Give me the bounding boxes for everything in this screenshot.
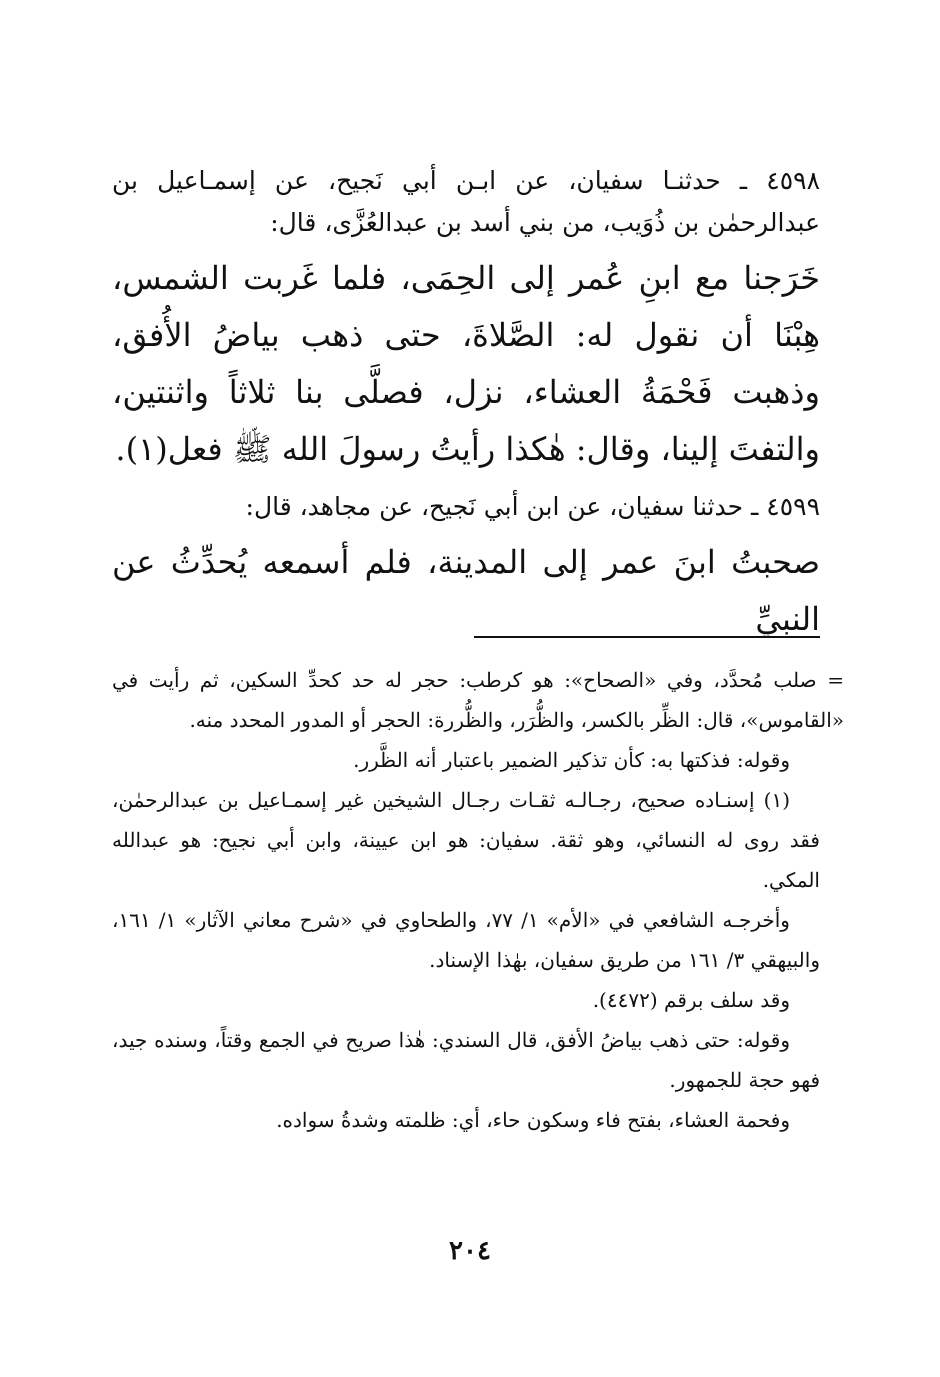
footnote-1-gloss: وفحمة العشاء، بفتح فاء وسكون حاء، أي: ظلمته وشدةُ سواده. [276, 1108, 790, 1132]
hadith-4598-isnad: ٤٥٩٨ ـ حدثنـا سفيان، عن ابـن أبي نَجيح، عن إسمـاعيل بن عبدالرحمٰن بن ذُوَيب، من بني أسد بن عبدالعُزَّى، قال: [112, 166, 820, 237]
footnote-1-cross-reference: وقد سلف برقم (٤٤٧٢). [592, 988, 790, 1012]
footnotes [112, 660, 844, 1140]
page-number: ٢٠٤ [449, 1236, 491, 1266]
footnote-1-takhrij: وأخرجـه الشافعي في «الأم» ١/ ٧٧، والطحاوي في «شرح معاني الآثار» ١/ ١٦١، والبيهقي ٣/ ١٦١ من طريق سفيان، بهٰذا الإسناد. [112, 908, 820, 972]
hadith-4598-matn: خَرَجنا مع ابنِ عُمر إلى الحِمَى، فلما غَربت الشمس، هِبْنَا أن نقول له: الصَّلاةَ، حتى ذهب بياضُ الأُفق، وذهبت فَحْمَةُ العشاء، نزل، فصلَّى بنا ثلاثاً واثنتين، والتفتَ إلينا، وقال: هٰكذا رأيتُ رسولَ الله ﷺ فعل(١). [112, 259, 820, 468]
hadith-4599-matn: صحبتُ ابنَ عمر إلى المدينة، فلم أسمعه يُحدِّثُ عن النبيِّ [112, 543, 820, 638]
footnote-1: (١) إسنـاده صحيح، رجـالـه ثقـات رجـال الشيخين غير إسمـاعيل بن عبدالرحمٰن، فقد روى له النسائي، وهو ثقة. سفيان: هو ابن عيينة، وابن أبي نجيح: هو عبدالله المكي. [112, 788, 820, 892]
footnote-1-sindi: وقوله: حتى ذهب بياضُ الأفق، قال السندي: هٰذا صريح في الجمع وقتاً، وسنده جيد، فهو حجة للجمهور. [112, 1028, 820, 1092]
footnote-continuation-2: وقوله: فذكتها به: كأن تذكير الضمير باعتبار أنه الظَّرر. [353, 748, 790, 772]
footnote-separator [474, 636, 820, 638]
hadith-4599-isnad: ٤٥٩٩ ـ حدثنا سفيان، عن ابن أبي نَجيح، عن مجاهد، قال: [245, 492, 820, 521]
main-text [112, 160, 820, 656]
footnote-continuation: = صلب مُحدَّد، وفي «الصحاح»: هو كرطب: حجر له حد كحدِّ السكين، ثم رأيت في «القاموس»، قال: الظِّر بالكسر، والظُّرَر، والظُّررة: الحجر أو المدور المحدد منه. [112, 668, 844, 732]
